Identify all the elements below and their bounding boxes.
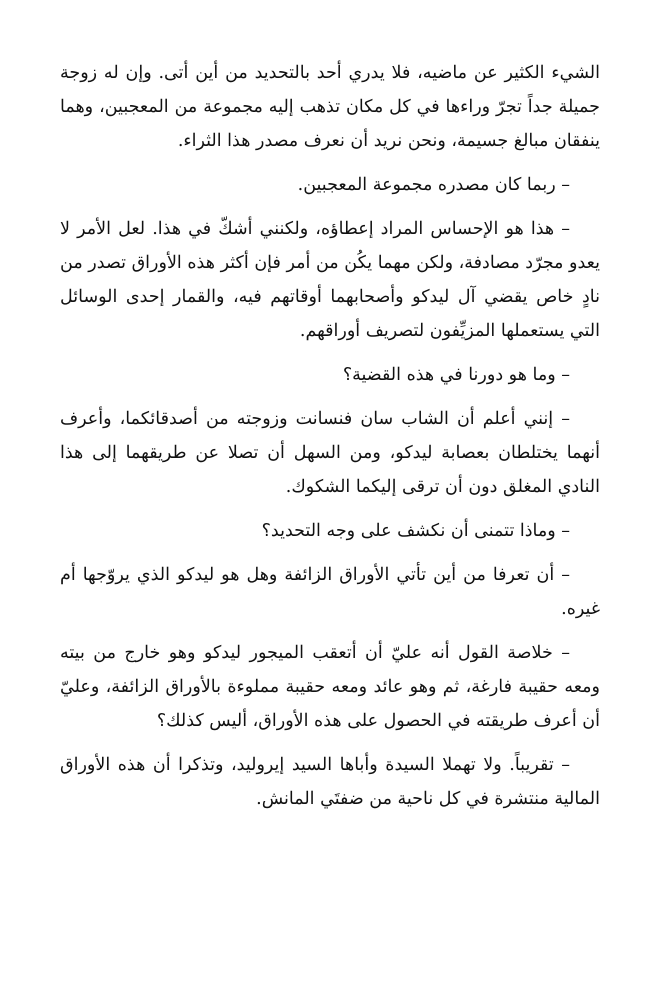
- paragraph-dialogue: – ربما كان مصدره مجموعة المعجبين.: [297, 175, 570, 195]
- paragraph-dialogue: – أن تعرفا من أين تأتي الأوراق الزائفة وهل هو ليدكو الذي يروّجها أم غيره.: [60, 565, 600, 619]
- paragraph-dialogue: – هذا هو الإحساس المراد إعطاؤه، ولكنني أشكّ في هذا. لعل الأمر لا يعدو مجرّد مصادفة، ولكن مهما يكُن من أمر فإن أكثر هذه الأوراق تصدر من نادٍ خاص يقضي آل ليدكو وأصحابهما أوقاتهم فيه، والقمار إحدى الوسائل التي يستعملها المزيِّفون لتصريف أوراقهم.: [60, 219, 600, 341]
- paragraph-dialogue: – وما هو دورنا في هذه القضية؟: [342, 365, 570, 385]
- paragraph-dialogue: – إنني أعلم أن الشاب سان فنسانت وزوجته من أصدقائكما، وأعرف أنهما يختلطان بعصابة ليدكو، ومن السهل أن تصلا عن طريقهما إلى هذا النادي المغلق دون أن ترقى إليكما الشكوك.: [60, 409, 600, 497]
- book-page: [60, 56, 600, 816]
- paragraph-narration: الشيء الكثير عن ماضيه، فلا يدري أحد بالتحديد من أين أتى. وإن له زوجة جميلة جداً تجرّ وراءها في كل مكان تذهب إليه مجموعة من المعجبين، وهما ينفقان مبالغ جسيمة، ونحن نريد أن نعرف مصدر هذا الثراء.: [60, 63, 600, 151]
- paragraph-dialogue: – وماذا تتمنى أن نكشف على وجه التحديد؟: [261, 521, 570, 541]
- paragraph-dialogue: – تقريباً. ولا تهملا السيدة وأباها السيد إيروليد، وتذكرا أن هذه الأوراق المالية منتشرة في كل ناحية من ضفتَي المانش.: [60, 755, 600, 809]
- paragraph-dialogue: – خلاصة القول أنه عليّ أن أتعقب الميجور ليدكو وهو خارج من بيته ومعه حقيبة فارغة، ثم وهو عائد ومعه حقيبة مملوءة بالأوراق الزائفة، وعليّ أن أعرف طريقته في الحصول على هذه الأوراق، أليس كذلك؟: [60, 643, 600, 731]
